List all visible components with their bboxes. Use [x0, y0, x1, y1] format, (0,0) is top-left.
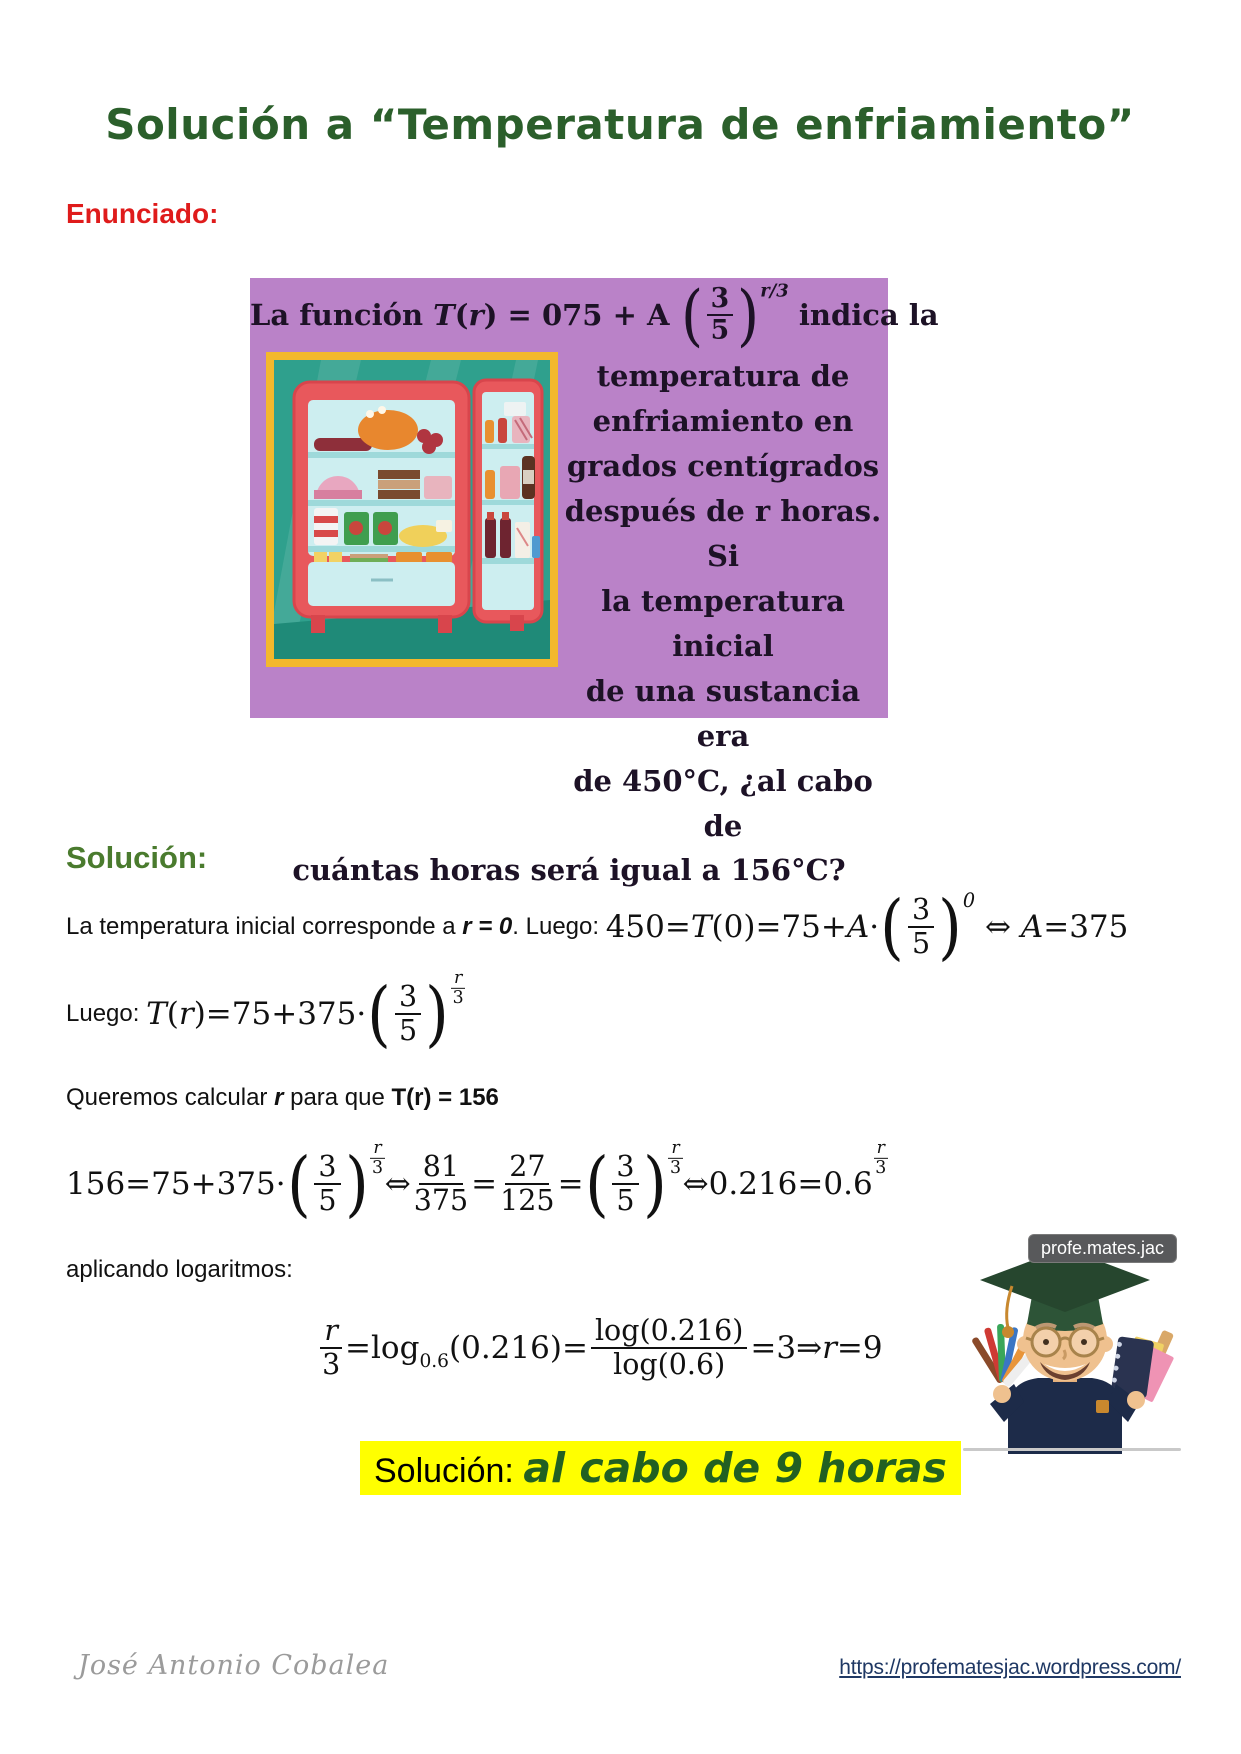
watermark-badge: profe.mates.jac [1028, 1234, 1177, 1263]
final-answer-text: al cabo de 9 horas [523, 1444, 947, 1492]
final-answer [360, 1441, 961, 1495]
solution-text: . Luego: [512, 913, 606, 940]
problem-text-bottom: cuántas horas será igual a 156°C? [292, 853, 846, 887]
website-link[interactable]: https://profematesjac.wordpress.com/ [839, 1656, 1181, 1679]
equation-model: T ( r )=75+375· ( 3 5 ) r 3 [146, 968, 464, 1056]
solution-line-4 [66, 1126, 888, 1242]
problem-text-line: de una sustancia era [585, 674, 861, 753]
solution-line-2 [66, 966, 465, 1062]
equation-solve: 156=75+375· ( 3 5 ) r 3 ⇔ $\frac{81}{375}$ = $\frac{27}{125}$ = ( 3 5 ) r 3 ⇔0.216=0.6 r 3 [66, 1138, 887, 1226]
solucion-heading: Solución: [66, 840, 208, 875]
teacher-mascot-illustration [945, 1232, 1185, 1454]
problem-text-line: temperatura de [596, 359, 850, 393]
page-title: Solución a “Temperatura de enfriamiento” [105, 100, 1135, 150]
problem-text-line: grados centígrados [566, 449, 880, 483]
solution-line-1 [66, 880, 1128, 974]
solution-text: aplicando logaritmos: [66, 1256, 293, 1283]
problem-text-line: la temperatura inicial [601, 584, 845, 663]
solution-text: para que [283, 1084, 392, 1111]
solution-text: Queremos calcular [66, 1084, 275, 1111]
equation-initial-condition: 450= T (0)=75+ A · ( 3 5 ) 0 ⇔ A =375 [605, 885, 1129, 969]
problem-statement-image [250, 275, 939, 887]
problem-text-line: enfriamiento en [592, 404, 854, 438]
problem-text [558, 352, 888, 849]
fridge-illustration [266, 352, 558, 667]
solution-text: Luego: [66, 1000, 147, 1027]
solution-line-3 [66, 1078, 499, 1118]
enunciado-heading: Enunciado: [66, 198, 219, 229]
mascot-underline [963, 1448, 1181, 1451]
equation-logarithm: $\frac{r}{3}$ =log 0.6 (0.216)= $\frac{\log(0.216)}{\log(0.6)}$ =3⇒ r =9 [322, 1314, 883, 1381]
final-answer-label: Solución: [374, 1452, 524, 1490]
problem-text-line: después de r horas. Si [564, 494, 882, 573]
solution-text-bold: r [274, 1084, 284, 1111]
problem-text-line: de 450°C, ¿al cabo de [573, 764, 873, 843]
solution-line-6 [300, 1294, 900, 1402]
solution-text-bold: T(r) = 156 [391, 1084, 499, 1111]
solution-text-bold: r = 0 [462, 913, 513, 940]
solution-line-5 [66, 1250, 293, 1290]
author-signature: José Antonio Cobalea [78, 1650, 390, 1681]
solution-text: La temperatura inicial corresponde a [66, 913, 463, 940]
problem-formula-line: La función T ( r ) = 075 + A ( 3 5 ) r/3 indica la [250, 275, 939, 354]
